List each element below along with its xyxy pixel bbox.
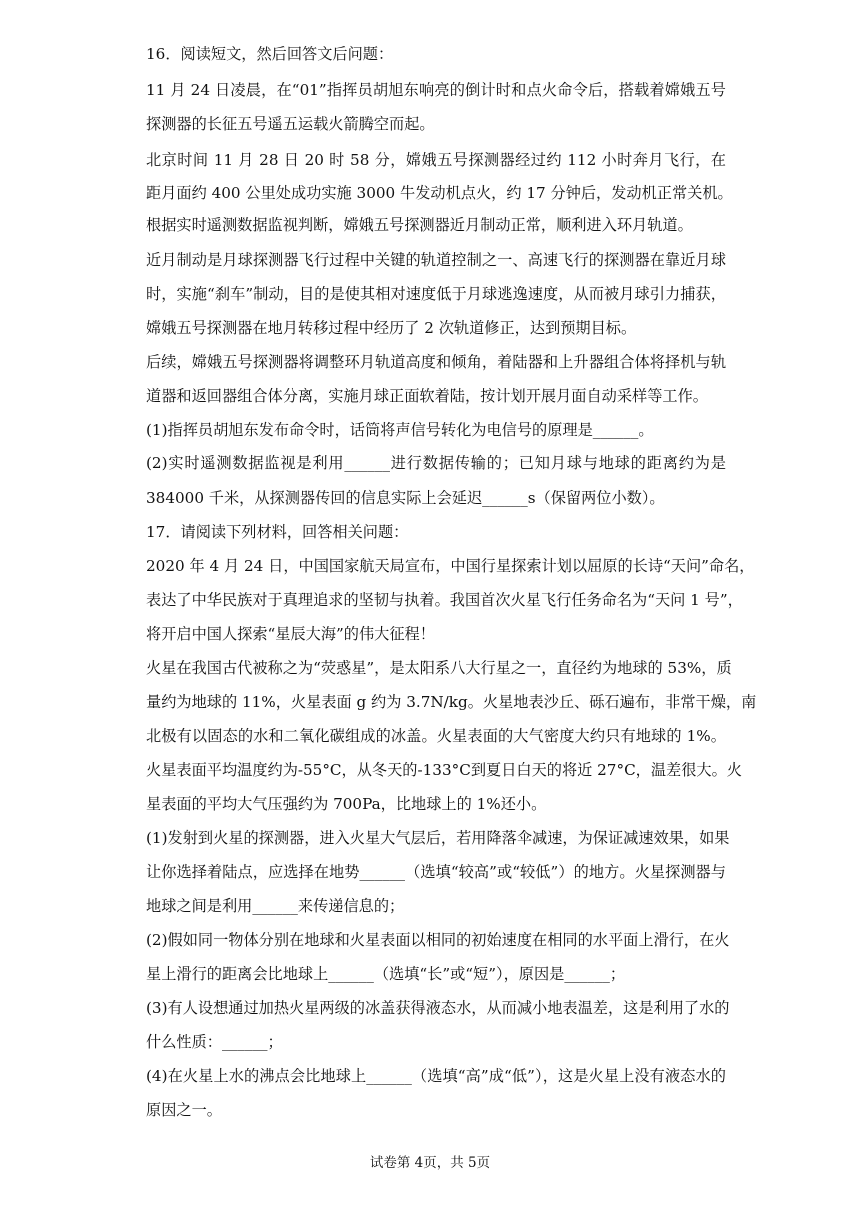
q17-para2-line4: 火星表面平均温度约为-55°C，从冬天的-133°C到夏日白天的将近 27°C，温差很大。火 bbox=[146, 761, 742, 779]
q17-para1-line2: 表达了中华民族对于真理追求的坚韧与执着。我国首次火星飞行任务命名为“天问 1 号”， bbox=[146, 591, 743, 609]
q17-sub3-line2: 什么性质：______； bbox=[146, 1033, 283, 1051]
q17-para2-line2: 量约为地球的 11%，火星表面 g 约为 3.7N/kg。火星地表沙丘、砾石遍布，非常干燥，南 bbox=[146, 693, 757, 711]
q16-title: 16．阅读短文，然后回答文后问题： bbox=[146, 45, 394, 63]
q16-para2-line3: 根据实时遥测数据监视判断，嫦娥五号探测器近月制动正常，顺利进入环月轨道。 bbox=[146, 216, 693, 234]
q17-sub3-line1: (3)有人设想通过加热火星两级的冰盖获得液态水，从而减小地表温差，这是利用了水的 bbox=[146, 999, 730, 1017]
q17-title: 17．请阅读下列材料，回答相关问题： bbox=[146, 523, 409, 541]
q17-sub2-line2: 星上滑行的距离会比地球上______（选填“长”或“短”），原因是______； bbox=[146, 965, 626, 983]
q16-sub1: (1)指挥员胡旭东发布命令时，话筒将声信号转化为电信号的原理是______。 bbox=[146, 421, 654, 439]
q16-para2-line2: 距月面约 400 公里处成功实施 3000 牛发动机点火，约 17 分钟后，发动机正常关机。 bbox=[146, 184, 733, 202]
q17-sub4-line1: (4)在火星上水的沸点会比地球上______（选填“高”成“低”），这是火星上没有液态水的 bbox=[146, 1067, 726, 1085]
q16-para3-line1: 近月制动是月球探测器飞行过程中关键的轨道控制之一、高速飞行的探测器在靠近月球 bbox=[146, 251, 726, 269]
q16-para2-line1: 北京时间 11 月 28 日 20 时 58 分，嫦娥五号探测器经过约 112 小时奔月飞行，在 bbox=[146, 151, 726, 169]
q17-sub2-line1: (2)假如同一物体分别在地球和火星表面以相同的初始速度在相同的水平面上滑行，在火 bbox=[146, 931, 730, 949]
q17-para2-line1: 火星在我国古代被称之为“荧惑星”，是太阳系八大行星之一，直径约为地球的 53%，质 bbox=[146, 659, 732, 677]
q17-sub1-line1: (1)发射到火星的探测器，进入火星大气层后，若用降落伞减速，为保证减速效果，如果 bbox=[146, 829, 730, 847]
q16-para1-line2: 探测器的长征五号遥五运载火箭腾空而起。 bbox=[146, 115, 435, 133]
q17-sub1-line3: 地球之间是利用______来传递信息的； bbox=[146, 897, 405, 915]
q16-para4-line2: 道器和返回器组合体分离，实施月球正面软着陆，按计划开展月面自动采样等工作。 bbox=[146, 387, 708, 405]
q17-para1-line1: 2020 年 4 月 24 日，中国国家航天局宣布，中国行星探索计划以屈原的长诗“天问”命名， bbox=[146, 557, 755, 575]
q16-sub2-line1: (2)实时遥测数据监视是利用______进行数据传输的；已知月球与地球的距离约为是 bbox=[146, 454, 726, 472]
q17-para2-line3: 北极有以固态的水和二氧化碳组成的冰盖。火星表面的大气密度大约只有地球的 1%。 bbox=[146, 727, 726, 745]
q16-para3-line2: 时，实施“刹车”制动，目的是使其相对速度低于月球逃逸速度，从而被月球引力捕获， bbox=[146, 285, 726, 303]
q16-para3-line3: 嫦娥五号探测器在地月转移过程中经历了 2 次轨道修正，达到预期目标。 bbox=[146, 319, 637, 337]
q17-para1-line3: 将开启中国人探索“星辰大海”的伟大征程！ bbox=[146, 625, 435, 643]
q17-sub1-line2: 让你选择着陆点，应选择在地势______（选填“较高”或“较低”）的地方。火星探测器与 bbox=[146, 863, 726, 881]
page-footer: 试卷第 4页，共 5页 bbox=[369, 1155, 491, 1171]
q16-para4-line1: 后续，嫦娥五号探测器将调整环月轨道高度和倾角，着陆器和上升器组合体将择机与轨 bbox=[146, 353, 726, 371]
q16-para1-line1: 11 月 24 日凌晨，在“01”指挥员胡旭东响亮的倒计时和点火命令后，搭载着嫦娥五号 bbox=[146, 81, 726, 99]
q17-para2-line5: 星表面的平均大气压强约为 700Pa，比地球上的 1%还小。 bbox=[146, 795, 547, 813]
q17-sub4-line2: 原因之一。 bbox=[146, 1101, 222, 1119]
q16-sub2-line2: 384000 千米，从探测器传回的信息实际上会延迟______s（保留两位小数）。 bbox=[146, 489, 665, 507]
